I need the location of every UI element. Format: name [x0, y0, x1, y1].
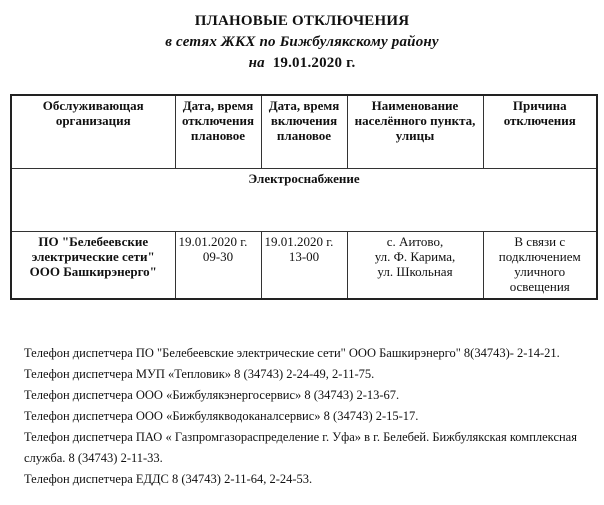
- cell-organization: ПО "Белебеевские электрические сети" ООО Башкирэнерго": [11, 232, 175, 300]
- contact-line: Телефон диспетчера ПО "Белебеевские электрические сети" ООО Башкирэнерго" 8(34743)- 2-14-21.: [24, 346, 560, 360]
- location-line-3: ул. Школьная: [377, 264, 453, 279]
- date-prefix: на: [248, 55, 265, 71]
- cell-reason: В связи с подключением уличного освещения: [483, 232, 597, 300]
- table-header-row: [11, 95, 597, 169]
- contact-line: Телефон диспетчера ООО «Бижбулякводоканалсервис» 8 (34743) 2-15-17.: [24, 409, 419, 423]
- off-time: 09-30: [202, 249, 234, 264]
- header-off-datetime: Дата, время отключения плановое: [175, 95, 261, 169]
- contact-line: Телефон диспетчера ЕДДС 8 (34743) 2-11-64, 2-24-53.: [24, 472, 313, 486]
- page-title: ПЛАНОВЫЕ ОТКЛЮЧЕНИЯ: [194, 13, 410, 29]
- contact-line: Телефон диспетчера ПАО « Газпромгазораспределение г. Уфа» в г. Белебей. Бижбулякская комплексная служба. 8 (34743) 2-11-33.: [24, 430, 577, 465]
- location-line-2: ул. Ф. Карима,: [374, 249, 456, 264]
- section-title: Электроснабжение: [11, 169, 597, 232]
- contact-line: Телефон диспетчера МУП «Тепловик» 8 (34743) 2-24-49, 2-11-75.: [24, 367, 375, 381]
- header-reason: Причина отключения: [483, 95, 597, 169]
- cell-location: [347, 232, 483, 300]
- cell-off-datetime: [175, 232, 261, 300]
- section-row: [11, 169, 597, 232]
- on-date: 19.01.2020 г.: [264, 234, 334, 249]
- date-value: 19.01.2020 г.: [272, 55, 356, 71]
- outage-table: [10, 94, 598, 300]
- header-on-datetime: Дата, время включения плановое: [261, 95, 347, 169]
- contacts-block: [24, 343, 594, 490]
- page-subtitle: в сетях ЖКХ по Бижбулякскому району: [165, 34, 439, 50]
- contact-line: Телефон диспетчера ООО «Бижбулякэнергосервис» 8 (34743) 2-13-67.: [24, 388, 400, 402]
- location-line-1: с. Аитово,: [386, 234, 444, 249]
- header-location: Наименование населённого пункта, улицы: [347, 95, 483, 169]
- page-date-line: [0, 54, 604, 73]
- on-time: 13-00: [288, 249, 320, 264]
- header-organization: Обслуживающая организация: [11, 95, 175, 169]
- table-row: [11, 232, 597, 300]
- cell-on-datetime: [261, 232, 347, 300]
- off-date: 19.01.2020 г.: [178, 234, 248, 249]
